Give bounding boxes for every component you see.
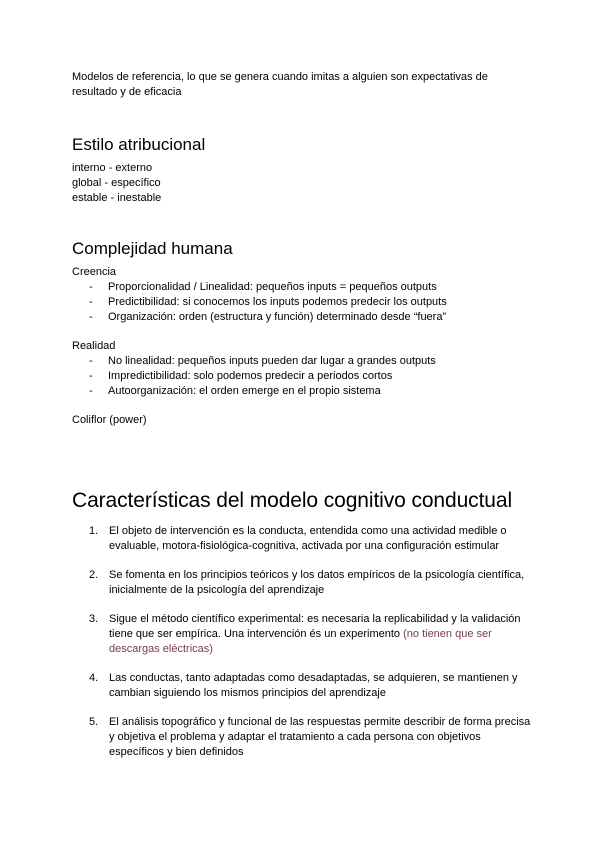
list-item	[72, 295, 532, 310]
dash-marker: -	[89, 355, 93, 367]
list-item	[72, 369, 532, 384]
caracteristicas-heading: Características del modelo cognitivo conductual	[72, 489, 513, 512]
dash-marker: -	[89, 370, 93, 382]
complejidad-heading: Complejidad humana	[72, 239, 233, 258]
list-item	[72, 384, 532, 399]
list-item-text: No linealidad: pequeños inputs pueden dar lugar a grandes outputs	[108, 355, 436, 367]
dash-marker: -	[89, 311, 93, 323]
estilo-heading: Estilo atribucional	[72, 135, 206, 154]
caracteristicas-list	[72, 524, 532, 760]
list-item-note: (no tienen que ser descargas eléctricas)	[109, 628, 492, 655]
list-item-text: El análisis topográfico y funcional de las respuestas permite describir de forma precisa y objetiva el problema y adaptar el tratamiento a cada persona con objetivos específicos y bien definidos	[109, 716, 531, 758]
number-marker: 1.	[89, 525, 99, 537]
number-marker: 3.	[89, 613, 99, 625]
list-item	[72, 354, 532, 369]
list-item-text: Las conductas, tanto adaptadas como desadaptadas, se adquieren, se mantienen y cambian siguiendo los mismos principios del aprendizaje	[109, 672, 518, 699]
list-item	[72, 568, 532, 598]
list-item-text: Proporcionalidad / Linealidad: pequeños inputs = pequeños outputs	[108, 281, 437, 293]
estilo-line: interno - externo	[72, 162, 153, 174]
list-item	[72, 310, 532, 325]
estilo-line: global - específico	[72, 177, 161, 189]
list-item	[72, 715, 532, 760]
creencia-list	[72, 280, 532, 325]
list-item-text: Sigue el método científico experimental: es necesaria la replicabilidad y la validación tiene que ser empírica. Una intervención és un experimento	[109, 613, 521, 640]
coliflor-text: Coliflor (power)	[72, 414, 147, 426]
list-item	[72, 524, 532, 554]
list-item-text: Impredictibilidad: solo podemos predecir a periodos cortos	[108, 370, 393, 382]
list-item-text: Organización: orden (estructura y función) determinado desde “fuera”	[108, 311, 447, 323]
list-item	[72, 671, 532, 701]
creencia-label: Creencia	[72, 266, 117, 278]
realidad-list	[72, 354, 532, 399]
list-item	[72, 280, 532, 295]
number-marker: 5.	[89, 716, 99, 728]
list-item	[72, 612, 532, 657]
dash-marker: -	[89, 281, 93, 293]
dash-marker: -	[89, 385, 93, 397]
number-marker: 4.	[89, 672, 99, 684]
list-item-text: El objeto de intervención es la conducta, entendida como una actividad medible o evaluable, motora-fisiológica-cognitiva, activada por una configuración estimular	[109, 525, 507, 552]
list-item-text: Autoorganización: el orden emerge en el propio sistema	[108, 385, 381, 397]
list-item-text: Se fomenta en los principios teóricos y los datos empíricos de la psicología científica, inicialmente de la psicología del aprendizaje	[109, 569, 525, 596]
dash-marker: -	[89, 296, 93, 308]
document-page	[72, 70, 532, 774]
number-marker: 2.	[89, 569, 99, 581]
estilo-line: estable - inestable	[72, 192, 162, 204]
realidad-label: Realidad	[72, 340, 116, 352]
estilo-lines	[72, 161, 532, 206]
list-item-text: Predictibilidad: si conocemos los inputs podemos predecir los outputs	[108, 296, 447, 308]
intro-paragraph: Modelos de referencia, lo que se genera cuando imitas a alguien son expectativas de resultado y de eficacia	[72, 71, 488, 98]
